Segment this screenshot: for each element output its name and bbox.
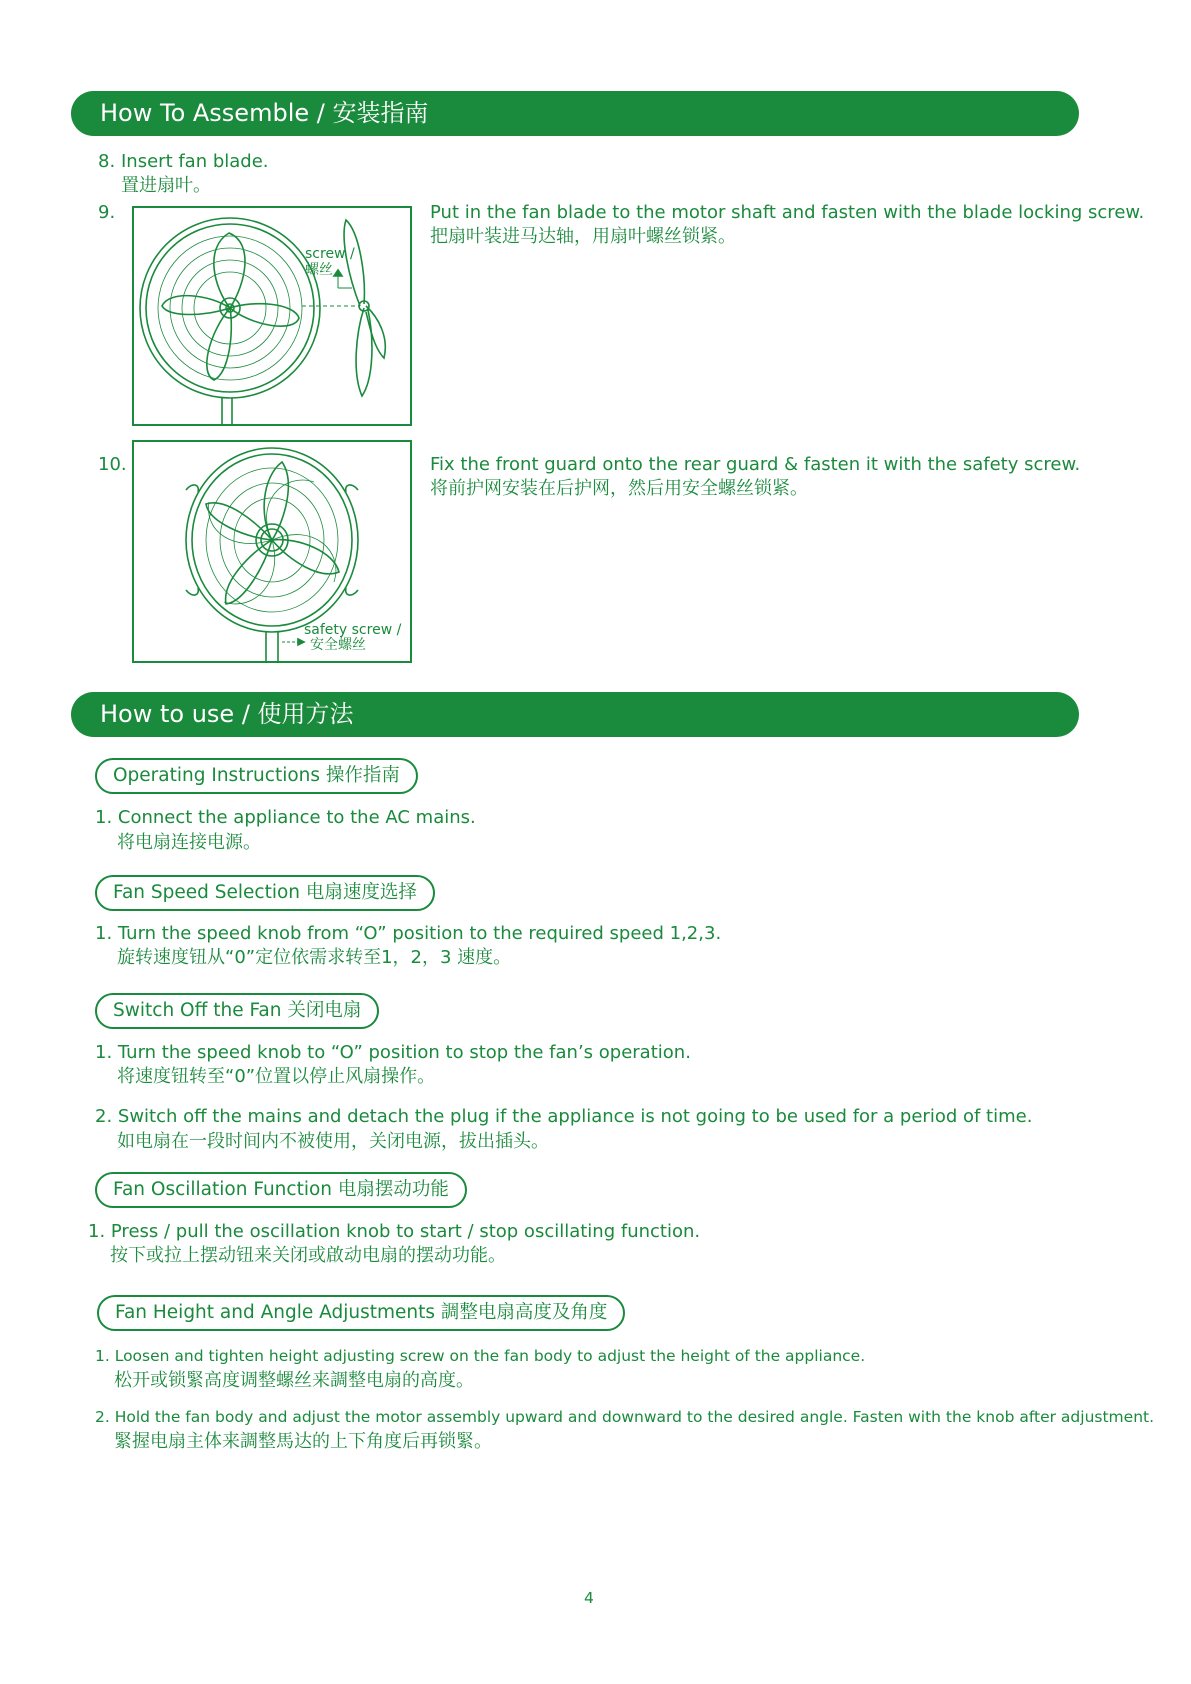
step8-number: 8. xyxy=(98,151,116,172)
front-guard-assembly-drawing xyxy=(134,442,410,661)
operating-item-1-en: 1. Connect the appliance to the AC mains. xyxy=(95,807,476,828)
speed-item-1-zh: 旋转速度钮从“0”定位依需求转至1，2，3 速度。 xyxy=(117,947,512,968)
oscillation-item-1-zh: 按下或拉上摆动钮来关闭或啟动电扇的摆动功能。 xyxy=(110,1245,506,1266)
height-item-2-zh: 緊握电扇主体来調整馬达的上下角度后再锁緊。 xyxy=(114,1431,492,1452)
fan-blade-assembly-drawing xyxy=(134,208,410,424)
step10-number: 10. xyxy=(98,454,127,475)
fan-speed-heading: Fan Speed Selection 电扇速度选择 xyxy=(95,875,435,911)
operating-instructions-heading: Operating Instructions 操作指南 xyxy=(95,758,418,794)
step9-number: 9. xyxy=(98,202,116,223)
screw-label-en: screw / xyxy=(305,246,355,262)
operating-item-1-zh: 将电扇连接电源。 xyxy=(117,832,261,853)
oscillation-heading: Fan Oscillation Function 电扇摆动功能 xyxy=(95,1172,467,1208)
safety-screw-label-zh: 安全螺丝 xyxy=(310,637,366,653)
switch-off-item-1-en: 1. Turn the speed knob to “O” position to stop the fan’s operation. xyxy=(95,1042,691,1063)
step9-illustration xyxy=(132,206,412,426)
height-angle-heading: Fan Height and Angle Adjustments 調整电扇高度及角度 xyxy=(97,1295,625,1331)
switch-off-heading: Switch Off the Fan 关闭电扇 xyxy=(95,993,379,1029)
step9-text-zh: 把扇叶装进马达轴，用扇叶螺丝锁紧。 xyxy=(430,226,736,247)
speed-item-1-en: 1. Turn the speed knob from “O” position to the required speed 1,2,3. xyxy=(95,923,722,944)
switch-off-item-2-en: 2. Switch off the mains and detach the plug if the appliance is not going to be used for a period of time. xyxy=(95,1106,1033,1127)
page-number: 4 xyxy=(584,1589,594,1607)
height-item-1-en: 1. Loosen and tighten height adjusting screw on the fan body to adjust the height of the appliance. xyxy=(95,1347,866,1365)
step10-text-zh: 将前护网安装在后护网，然后用安全螺丝锁紧。 xyxy=(430,478,808,499)
height-item-2-en: 2. Hold the fan body and adjust the motor assembly upward and downward to the desired angle. Fasten with the knob after adjustment. xyxy=(95,1408,1155,1426)
step10-illustration xyxy=(132,440,412,663)
step9-text-en: Put in the fan blade to the motor shaft and fasten with the blade locking screw. xyxy=(430,202,1145,223)
safety-screw-label-en: safety screw / xyxy=(304,622,402,638)
use-section-banner: How to use / 使用方法 xyxy=(71,692,1079,737)
switch-off-item-1-zh: 将速度钮转至“0”位置以停止风扇操作。 xyxy=(117,1066,436,1087)
step8-text-en: Insert fan blade. xyxy=(121,151,269,172)
assemble-section-banner: How To Assemble / 安装指南 xyxy=(71,91,1079,136)
step10-text-en: Fix the front guard onto the rear guard & fasten it with the safety screw. xyxy=(430,454,1081,475)
step8-text-zh: 置进扇叶。 xyxy=(121,175,211,196)
height-item-1-zh: 松开或锁緊高度调整螺丝来調整电扇的高度。 xyxy=(114,1370,474,1391)
oscillation-item-1-en: 1. Press / pull the oscillation knob to start / stop oscillating function. xyxy=(88,1221,701,1242)
switch-off-item-2-zh: 如电扇在一段时间内不被使用，关闭电源，拔出插头。 xyxy=(117,1131,549,1152)
screw-label-zh: 螺丝 xyxy=(305,262,333,278)
